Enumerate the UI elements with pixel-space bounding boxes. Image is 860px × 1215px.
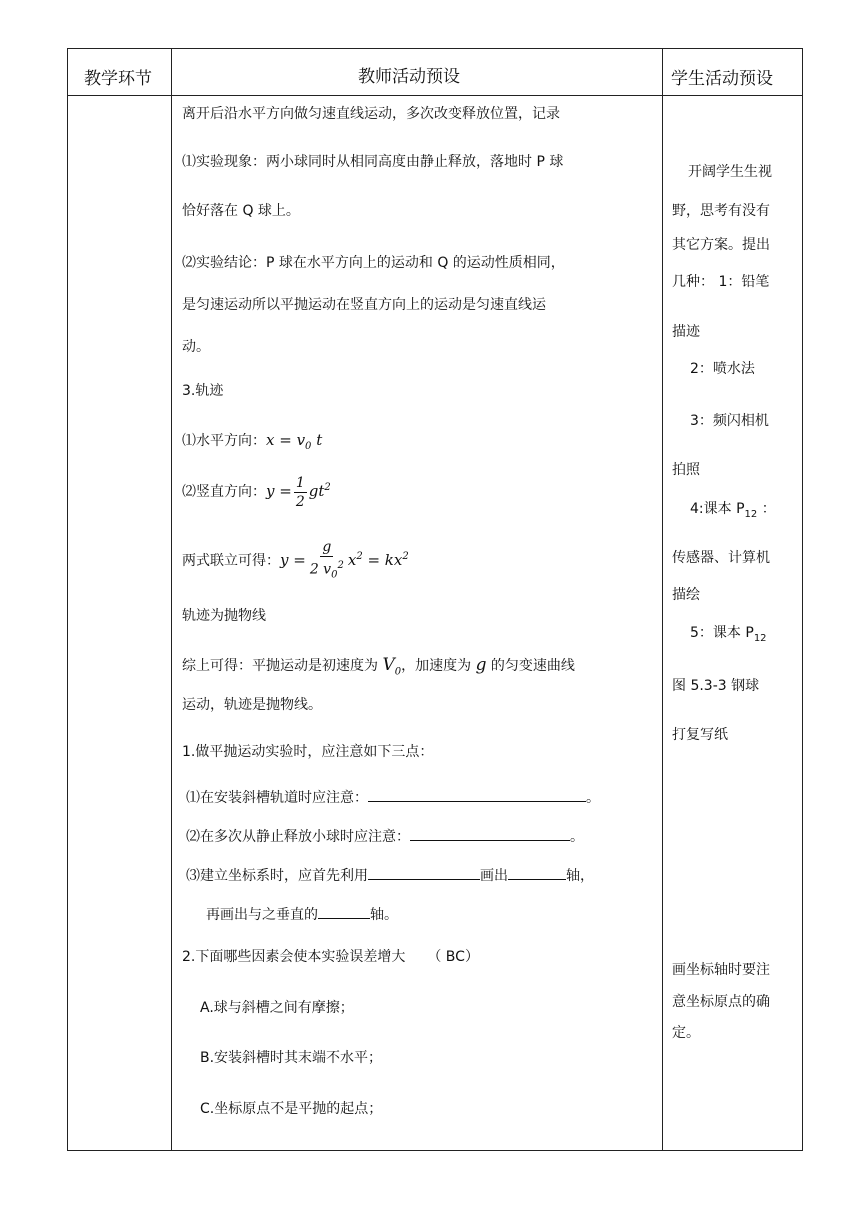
teacher-line-parabola: 轨迹为抛物线: [182, 608, 266, 624]
student-line-16: 意坐标原点的确: [672, 994, 770, 1010]
student-line-1: 开阔学生生视: [688, 164, 772, 180]
question-1a: ⑴在安装斜槽轨道时应注意： 。: [186, 787, 600, 807]
student-line-6: 2：喷水法: [690, 361, 755, 377]
teacher-line-2: ⑴实验现象：两小球同时从相同高度由静止释放，落地时 P 球: [182, 154, 564, 170]
column-divider-1: [171, 49, 172, 1150]
student-line-4: 几种： 1：铅笔: [672, 274, 770, 290]
vertical-formula-rhs: $gt^2$: [308, 482, 331, 500]
horizontal-direction-label: ⑴水平方向：: [182, 433, 266, 449]
answer-blank-1c-2: [508, 865, 566, 880]
question-1-heading: 1.做平抛运动实验时，应注意如下三点：: [182, 744, 434, 760]
student-line-5: 描迹: [672, 324, 700, 340]
teacher-line-5: 是匀速运动所以平抛运动在竖直方向上的运动是匀速直线运: [182, 297, 546, 313]
question-1c: ⑶建立坐标系时，应首先利用 画出 轴，: [186, 865, 594, 885]
question-1b: ⑵在多次从静止释放小球时应注意： 。: [186, 826, 584, 846]
student-line-8: 拍照: [672, 462, 700, 478]
student-line-11: 描绘: [672, 587, 700, 603]
student-line-15: 画坐标轴时要注: [672, 962, 770, 978]
student-line-13: 图 5.3-3 钢球: [672, 678, 760, 694]
header-teaching-stage: 教学环节: [84, 69, 152, 89]
horizontal-direction-line: [182, 431, 322, 456]
question-2: 2.下面哪些因素会使本实验误差增大 （ BC）: [182, 949, 479, 965]
question-2-option-c: C.坐标原点不是平抛的起点；: [200, 1101, 383, 1117]
student-line-3: 其它方案。提出: [672, 237, 770, 253]
section-trajectory-heading: 3.轨迹: [182, 383, 224, 399]
question-1d: 再画出与之垂直的 轴。: [206, 904, 398, 924]
student-line-12: 5：课本 $P_{12}$: [690, 625, 767, 644]
student-line-7: 3：频闪相机: [690, 413, 769, 429]
header-student-activity: 学生活动预设: [671, 69, 773, 89]
teacher-line-4: ⑵实验结论：P 球在水平方向上的运动和 Q 的运动性质相同，: [182, 255, 565, 271]
answer-blank-1c-1: [368, 865, 480, 880]
teacher-line-6: 动。: [182, 339, 210, 355]
fraction-g-over-2v0-squared: $\frac{g}{2 v_0^2}$: [309, 538, 344, 581]
header-teacher-activity: 教师活动预设: [358, 67, 460, 87]
header-divider: [68, 95, 802, 96]
fraction-one-half: $\frac{1}{2}$: [295, 474, 305, 510]
question-2-answer: （ BC）: [427, 949, 479, 965]
vertical-direction-line: [182, 470, 331, 511]
answer-blank-1a: [368, 787, 586, 802]
summary-line-2: 运动，轨迹是抛物线。: [182, 697, 322, 713]
student-line-2: 野，思考有没有: [672, 203, 770, 219]
student-line-10: 传感器、计算机: [672, 550, 770, 566]
teacher-line-1: 离开后沿水平方向做匀速直线运动，多次改变释放位置，记录: [182, 106, 560, 122]
student-line-9: 4:课本 $P_{12}$ ：: [690, 501, 776, 520]
question-2-option-b: B.安装斜槽时其末端不水平；: [200, 1050, 383, 1066]
combined-formula-rhs: $x^2 = kx^2$: [347, 551, 409, 569]
column-divider-2: [662, 49, 663, 1150]
summary-line-1: 综上可得：平抛运动是初速度为 $V_0$，加速度为 g 的匀变速曲线: [182, 655, 575, 678]
combined-formula-lhs: y =: [280, 551, 306, 569]
answer-blank-1b: [410, 826, 570, 841]
question-2-option-a: A.球与斜槽之间有摩擦；: [200, 1000, 354, 1016]
horizontal-formula: $x = v_0$ t: [266, 431, 323, 452]
combined-equation-line: [182, 537, 409, 584]
vertical-direction-label: ⑵竖直方向：: [182, 484, 266, 500]
combined-equation-label: 两式联立可得：: [182, 553, 280, 569]
student-line-17: 定。: [672, 1025, 700, 1041]
vertical-formula-lhs: y =: [266, 482, 292, 500]
teacher-line-3: 恰好落在 Q 球上。: [182, 203, 300, 219]
answer-blank-1d: [318, 904, 370, 919]
student-line-14: 打复写纸: [672, 727, 728, 743]
